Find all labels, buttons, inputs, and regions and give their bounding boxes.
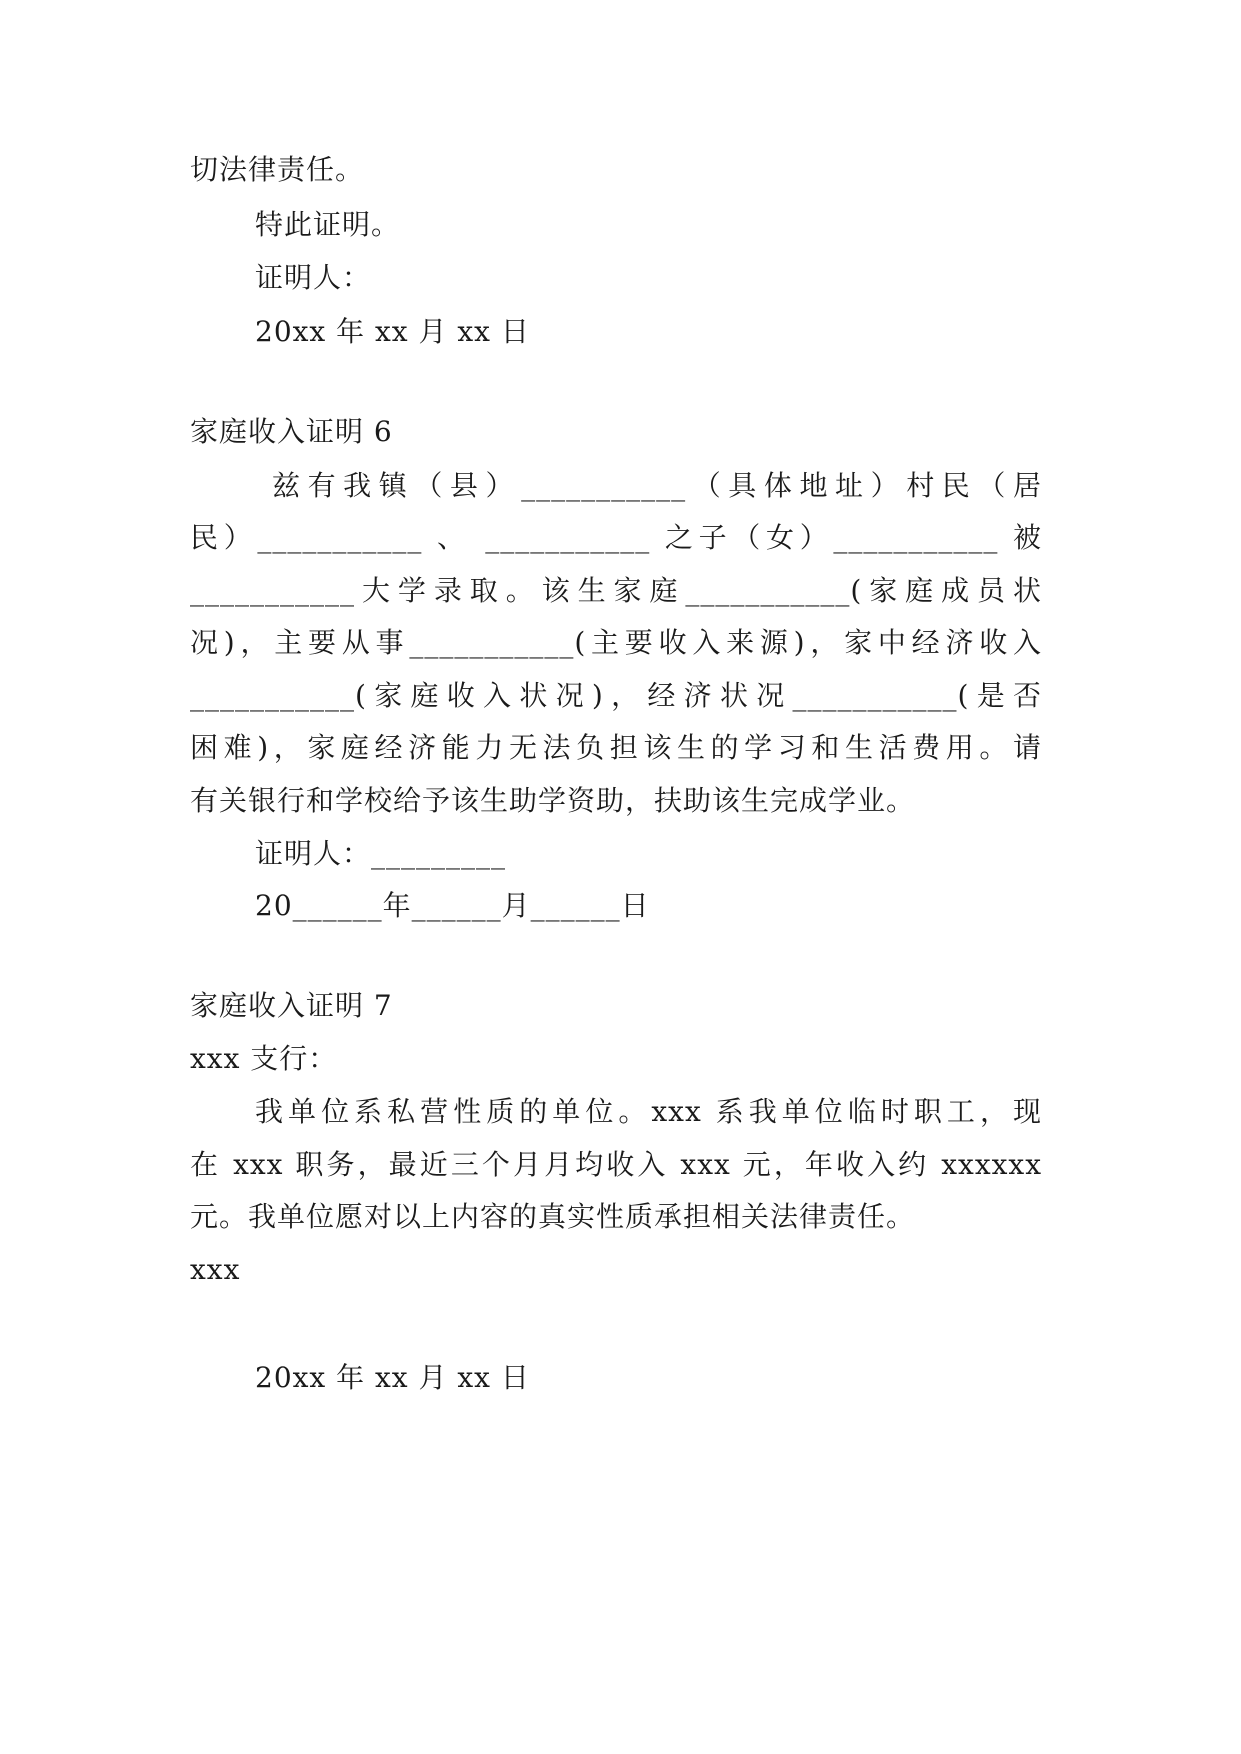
text-line: 切法律责任。: [190, 153, 365, 186]
text-line: 兹有我镇（县）___________（具体地址）村民（居: [272, 469, 1042, 502]
signature-line: 证明人：_________: [255, 837, 507, 870]
text-line: 困难)，家庭经济能力无法负担该生的学习和生活费用。请: [190, 731, 1042, 764]
text-line: 民）___________ 、 ___________ 之子（女）___________ 被: [190, 521, 1042, 554]
date-line: 20xx 年 xx 月 xx 日: [255, 1361, 530, 1394]
text-line: 元。我单位愿对以上内容的真实性质承担相关法律责任。: [190, 1200, 916, 1233]
date-line: 20xx 年 xx 月 xx 日: [255, 315, 530, 348]
text-line: 证明人：: [255, 261, 372, 294]
text-line: 在 xxx 职务，最近三个月月均收入 xxx 元，年收入约 xxxxxx: [190, 1148, 1042, 1181]
text-line: 我单位系私营性质的单位。xxx 系我单位临时职工，现: [255, 1095, 1042, 1128]
date-line: 20______年______月______日: [255, 889, 650, 922]
section-heading: 家庭收入证明 6: [190, 415, 393, 448]
text-line: 况)，主要从事___________(主要收入来源)，家中经济收入: [190, 626, 1042, 659]
text-line: ___________(家庭收入状况)，经济状况___________(是否: [190, 679, 1042, 712]
addressee-line: xxx 支行：: [190, 1042, 338, 1075]
text-line: 特此证明。: [255, 208, 401, 241]
signature-line: xxx: [190, 1253, 241, 1286]
section-heading: 家庭收入证明 7: [190, 989, 393, 1022]
text-line: 有关银行和学校给予该生助学资助，扶助该生完成学业。: [190, 784, 916, 817]
text-line: ___________大学录取。该生家庭___________(家庭成员状: [190, 574, 1042, 607]
